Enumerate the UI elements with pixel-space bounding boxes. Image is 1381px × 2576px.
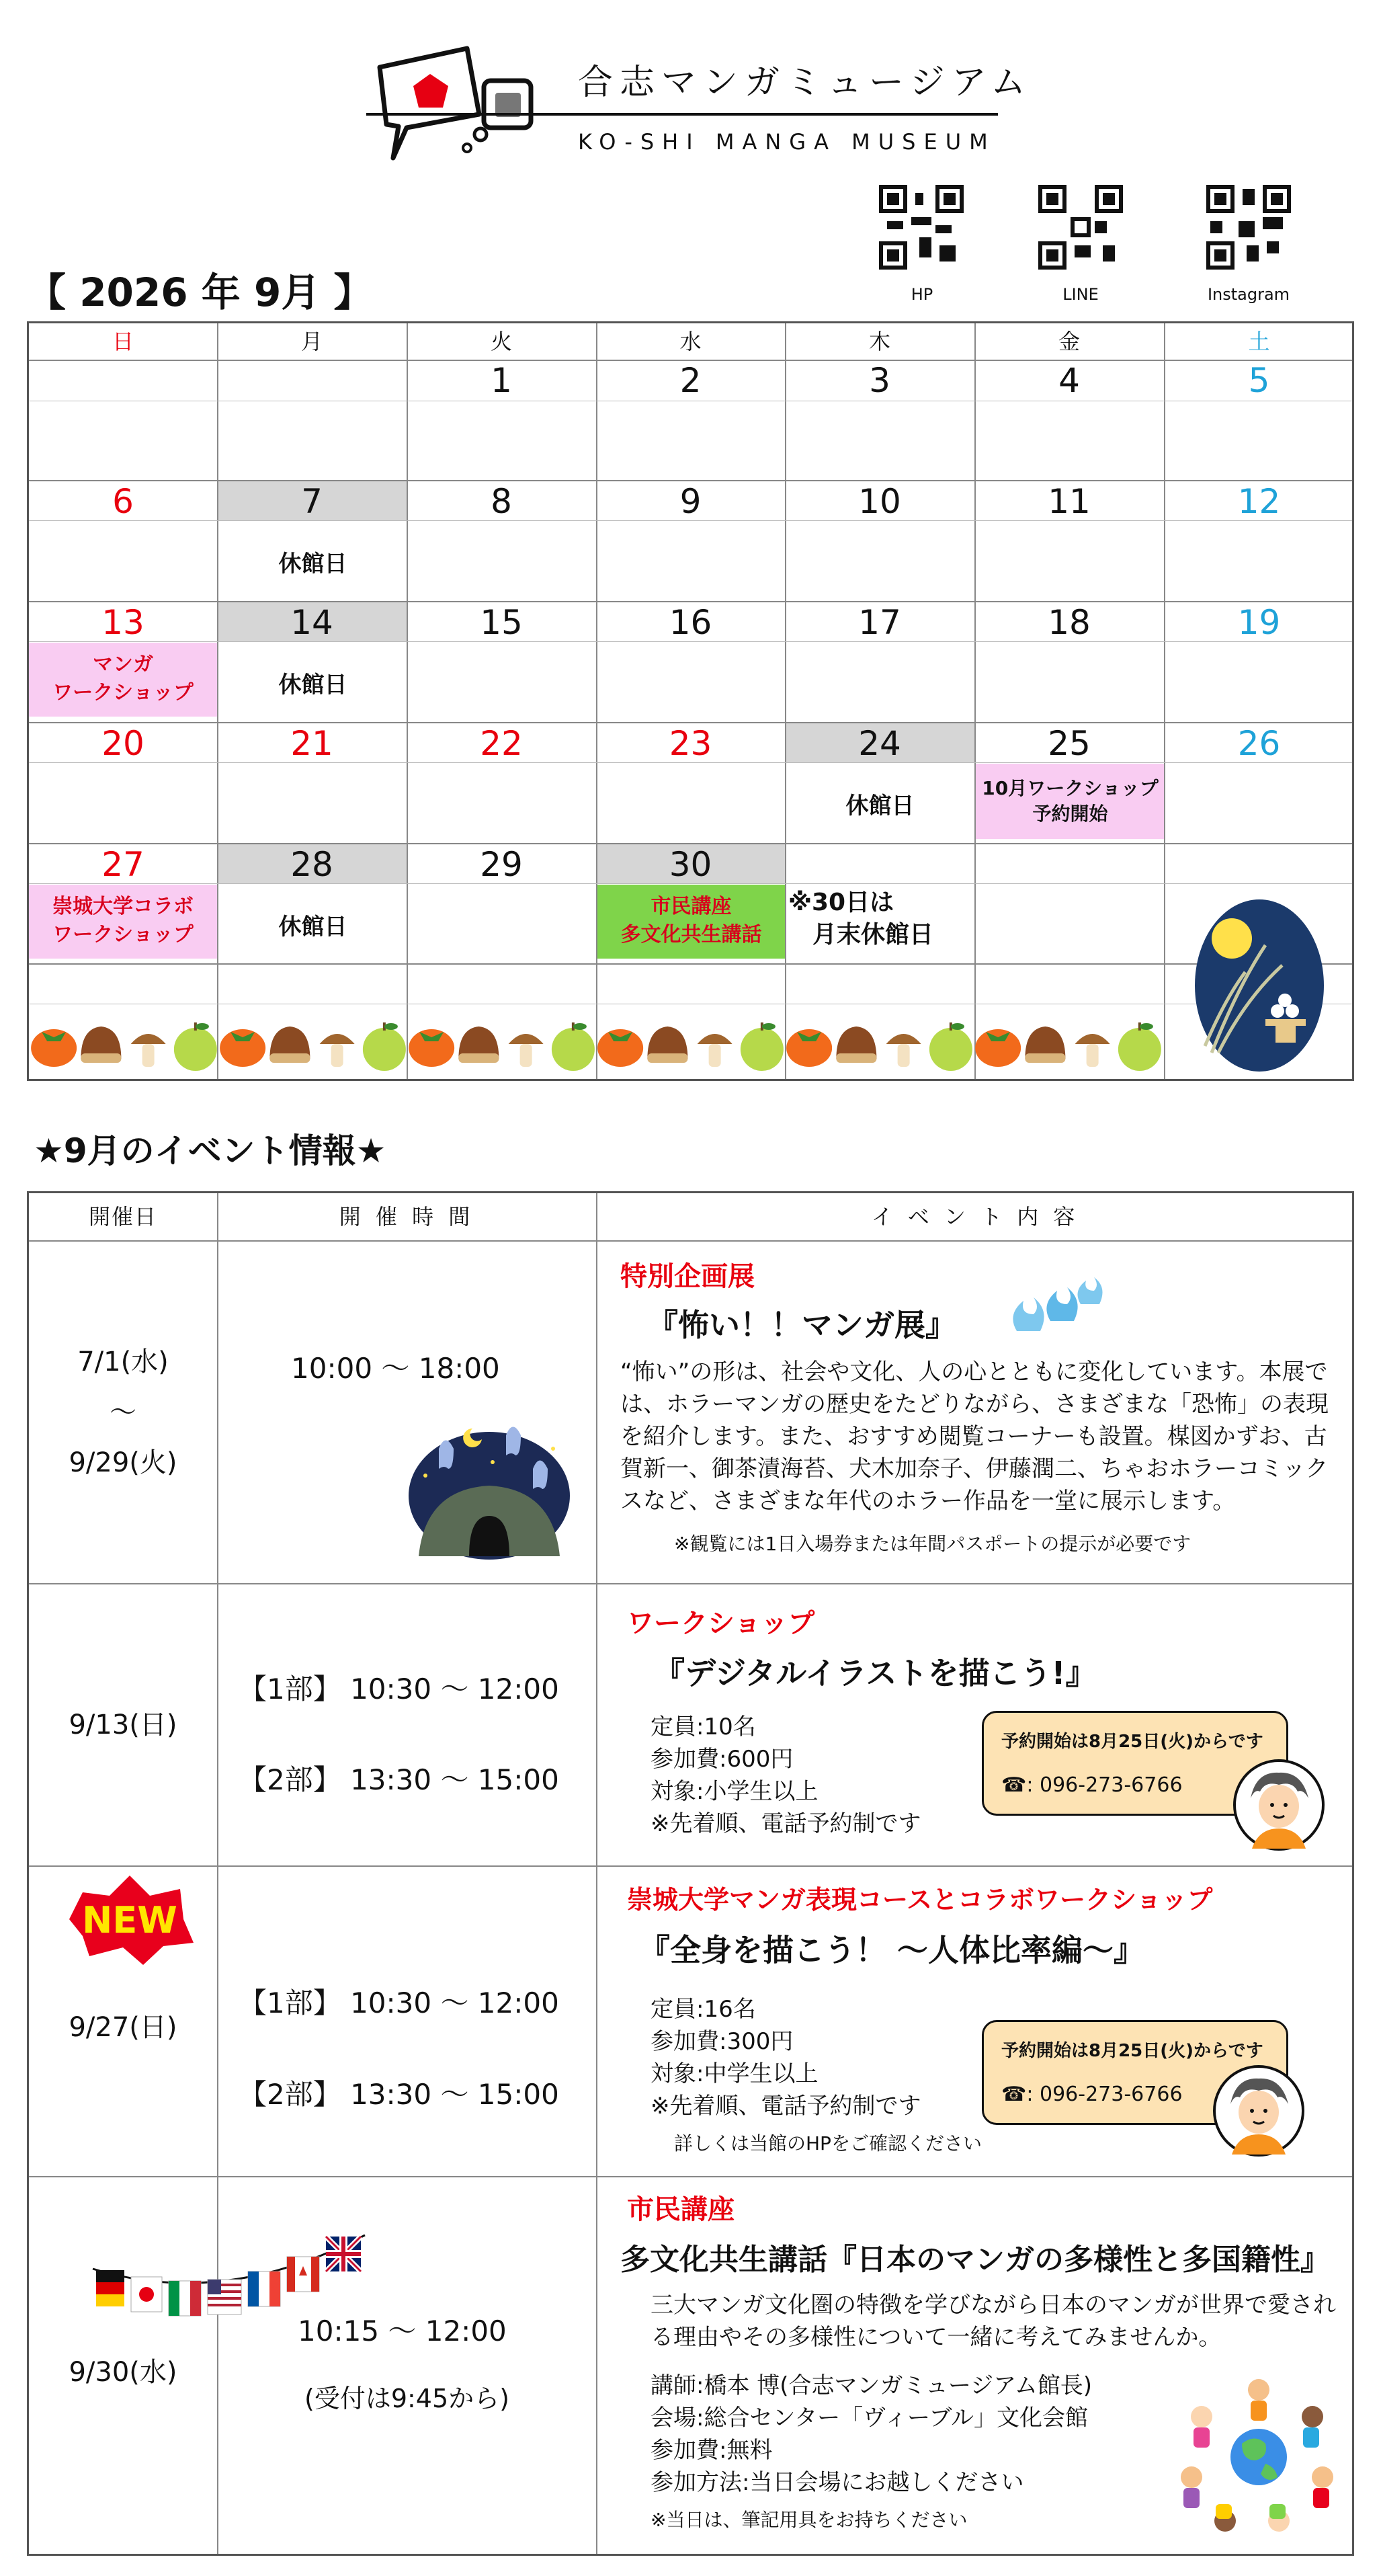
pear-icon <box>174 1022 217 1071</box>
calendar-day-12: 12 <box>1237 482 1281 521</box>
mushroom-icon <box>698 1034 733 1067</box>
weekday-wed: 水 <box>679 329 702 354</box>
event4-reception: (受付は9:45から) <box>304 2384 509 2413</box>
calendar-day-25: 25 <box>1048 724 1091 763</box>
calendar-day-2: 2 <box>679 361 702 400</box>
event4-participation: 参加方法:当日会場にお越しください <box>651 2469 1024 2496</box>
event2-capacity: 定員:10名 <box>651 1714 756 1740</box>
qr-instagram[interactable] <box>1206 185 1291 272</box>
museum-logo-icon <box>366 40 541 161</box>
event4-category: 市民講座 <box>627 2194 735 2225</box>
mushroom-icon <box>131 1034 166 1067</box>
museum-name-jp: 合志マンガミュージアム <box>578 63 1033 103</box>
event3-reservation-note: ※先着順、電話予約制です <box>651 2093 921 2120</box>
closed-label: 休館日 <box>278 672 347 698</box>
calendar-grid <box>27 321 1354 1081</box>
event2-reservation-note: ※先着順、電話予約制です <box>651 1810 921 1837</box>
weekday-tue: 火 <box>490 329 512 354</box>
chestnut-icon <box>836 1027 876 1063</box>
persimmon-icon <box>975 1029 1021 1067</box>
event2-title: 『デジタルイラストを描こう!』 <box>654 1655 1097 1691</box>
header-time: 開 催 時 間 <box>339 1204 474 1230</box>
event4-note: ※当日は、筆記用具をお持ちください <box>651 2509 968 2531</box>
header-date: 開催日 <box>88 1204 157 1230</box>
autumn-fruit-border <box>30 1005 1163 1080</box>
event3-category: 崇城大学マンガ表現コースとコラボワークショップ <box>627 1885 1213 1915</box>
calendar-day-13: 13 <box>101 603 144 642</box>
children-around-globe-icon <box>1171 2370 1346 2544</box>
event3-time-part2: 【2部】 13:30 〜 15:00 <box>239 2078 559 2111</box>
weekday-sat: 土 <box>1248 329 1270 354</box>
qr-line[interactable] <box>1038 185 1123 272</box>
calendar-day-6: 6 <box>112 482 134 521</box>
calendar-event-workshop-reservation[interactable]: 10月ワークショップ 予約開始 <box>976 764 1165 839</box>
pear-icon <box>929 1022 972 1071</box>
mushroom-icon <box>509 1034 544 1067</box>
event1-note: ※観覧には1日入場券または年間パスポートの提示が必要です <box>674 1533 1191 1555</box>
qr-label-line: LINE <box>1062 285 1099 304</box>
weekday-fri: 金 <box>1058 329 1080 354</box>
calendar-day-18: 18 <box>1048 603 1091 642</box>
mushroom-icon <box>320 1034 355 1067</box>
event1-description: “怖い”の形は、社会や文化、人の心とともに変化しています。本展では、ホラーマンガの歴史をたどりながら、さまざまな「恐怖」の表現を紹介します。また、おすすめ閲覧コーナーも設置。楳図かずお、古賀新一、御茶漬海苔、犬木加奈子、伊藤潤二、ちゃおホラーコミックスなど、さまざまな年代のホラー作品を一堂に展示します。 <box>620 1359 1329 1515</box>
new-badge-icon <box>62 1872 197 1966</box>
calendar-event-citizen-lecture[interactable]: 市民講座 多文化共生講話 <box>597 885 785 959</box>
calendar-day-28: 28 <box>290 845 333 884</box>
event2-time-part2: 【2部】 13:30 〜 15:00 <box>239 1763 559 1796</box>
calendar-day-9: 9 <box>679 482 702 521</box>
persimmon-icon <box>409 1029 454 1067</box>
event4-date: 9/30(水) <box>69 2357 177 2388</box>
event3-reservation-start: 予約開始は8月25日(火)からです <box>1001 2041 1263 2061</box>
moon-viewing-icon <box>1165 885 1354 1081</box>
event4-fee: 参加費:無料 <box>651 2437 773 2464</box>
event2-date: 9/13(日) <box>69 1709 177 1740</box>
event3-title: 『全身を描こう！ 〜人体比率編〜』 <box>639 1932 1145 1968</box>
qr-label-instagram: Instagram <box>1207 285 1290 304</box>
chestnut-icon <box>269 1027 310 1063</box>
month-title: 【 2026 年 9月 】 <box>27 270 373 315</box>
event2-phone[interactable]: ☎: 096-273-6766 <box>1001 1773 1183 1797</box>
mushroom-icon <box>886 1034 921 1067</box>
event2-fee: 参加費:600円 <box>651 1746 794 1773</box>
calendar-day-8: 8 <box>491 482 512 521</box>
calendar-day-15: 15 <box>480 603 523 642</box>
event1-date-tilde: 〜 <box>110 1397 136 1428</box>
event4-venue: 会場:総合センター「ヴィーブル」文化会館 <box>651 2405 1088 2431</box>
calendar-day-4: 4 <box>1058 361 1080 400</box>
calendar-day-3: 3 <box>869 361 890 400</box>
closed-label: 休館日 <box>278 551 347 577</box>
persimmon-icon <box>31 1029 77 1067</box>
closed-label: 休館日 <box>845 793 915 819</box>
calendar-day-7: 7 <box>301 482 323 521</box>
pear-icon <box>552 1022 595 1071</box>
calendar-day-5: 5 <box>1248 361 1270 400</box>
event4-title: 多文化共生講話『日本のマンガの多様性と多国籍性』 <box>620 2243 1330 2277</box>
event4-description: 三大マンガ文化圏の特徴を学びながら日本のマンガが世界で愛される理由やその多様性について一緒に考えてみませんか。 <box>651 2292 1336 2351</box>
calendar-event-sojo-workshop[interactable]: 崇城大学コラボ ワークショップ <box>29 885 217 959</box>
ghost-flame-icon <box>1003 1267 1104 1341</box>
event3-date: 9/27(日) <box>69 2012 177 2043</box>
event1-date-from: 7/1(水) <box>77 1346 169 1377</box>
calendar-day-1: 1 <box>491 361 512 400</box>
calendar-day-16: 16 <box>669 603 712 642</box>
calendar-day-30: 30 <box>669 845 712 884</box>
event1-category: 特別企画展 <box>620 1261 755 1292</box>
event1-title: 『怖い！！マンガ展』 <box>647 1307 956 1343</box>
persimmon-icon <box>220 1029 265 1067</box>
calendar-day-22: 22 <box>480 724 523 763</box>
calendar-day-20: 20 <box>101 724 144 763</box>
event3-target: 対象:中学生以上 <box>651 2060 819 2087</box>
persimmon-icon <box>786 1029 832 1067</box>
calendar-day-24: 24 <box>858 724 901 763</box>
weekday-thu: 木 <box>868 329 890 354</box>
qr-code-icon <box>1038 185 1123 270</box>
calendar-day-11: 11 <box>1048 482 1091 521</box>
chestnut-icon <box>81 1027 121 1063</box>
weekday-sun: 日 <box>112 329 134 354</box>
event2-time-part1: 【1部】 10:30 〜 12:00 <box>239 1673 559 1705</box>
calendar-day-19: 19 <box>1237 603 1281 642</box>
event3-hp-note: 詳しくは当館のHPをご確認ください <box>674 2132 982 2155</box>
events-section-title: ★9月のイベント情報★ <box>34 1131 386 1170</box>
pear-icon <box>363 1022 406 1071</box>
event3-phone[interactable]: ☎: 096-273-6766 <box>1001 2083 1183 2106</box>
calendar-event-manga-workshop[interactable]: マンガ ワークショップ <box>29 643 217 717</box>
logo-underline <box>366 113 998 116</box>
event1-time: 10:00 〜 18:00 <box>291 1352 500 1385</box>
chestnut-icon <box>647 1027 687 1063</box>
calendar-day-10: 10 <box>858 482 901 521</box>
calendar-day-26: 26 <box>1237 724 1281 763</box>
chestnut-icon <box>458 1027 499 1063</box>
haunted-tunnel-icon <box>405 1408 573 1563</box>
museum-name-en: KO-SHI MANGA MUSEUM <box>578 129 996 155</box>
event2-target: 対象:小学生以上 <box>651 1778 819 1805</box>
pear-icon <box>741 1022 784 1071</box>
event2-category: ワークショップ <box>627 1608 815 1639</box>
event3-fee: 参加費:300円 <box>651 2028 794 2055</box>
event2-reservation-start: 予約開始は8月25日(火)からです <box>1001 1732 1263 1752</box>
weekday-mon: 月 <box>300 329 323 354</box>
calendar-day-14: 14 <box>290 603 333 642</box>
chestnut-icon <box>1025 1027 1065 1063</box>
qr-label-hp: HP <box>911 285 933 304</box>
header-content: イ ベ ン ト 内 容 <box>871 1204 1079 1230</box>
persimmon-icon <box>597 1029 643 1067</box>
event4-lecturer: 講師:橋本 博(合志マンガミュージアム館長) <box>651 2372 1093 2399</box>
event4-time: 10:15 〜 12:00 <box>298 2315 507 2347</box>
events-table <box>27 1191 1354 2556</box>
calendar-day-27: 27 <box>101 845 144 884</box>
event3-capacity: 定員:16名 <box>651 1996 756 2023</box>
calendar-day-17: 17 <box>858 603 901 642</box>
qr-code-icon <box>879 185 964 270</box>
calendar-day-21: 21 <box>290 724 333 763</box>
event3-time-part1: 【1部】 10:30 〜 12:00 <box>239 1986 559 2019</box>
pear-icon <box>1118 1022 1161 1071</box>
qr-hp[interactable] <box>879 185 964 272</box>
closed-label: 休館日 <box>278 914 347 940</box>
event1-date-to: 9/29(火) <box>69 1447 177 1478</box>
qr-code-icon <box>1206 185 1291 270</box>
calendar-note-month-end: ※30日は 月末休館日 <box>788 889 934 949</box>
calendar-day-23: 23 <box>669 724 712 763</box>
calendar-day-29: 29 <box>480 845 523 884</box>
staff-avatar-icon <box>1212 2064 1306 2158</box>
staff-avatar-icon <box>1232 1758 1326 1852</box>
world-flags-garland-icon <box>89 2222 372 2323</box>
new-badge-text: NEW <box>82 1899 177 1941</box>
mushroom-icon <box>1075 1034 1110 1067</box>
